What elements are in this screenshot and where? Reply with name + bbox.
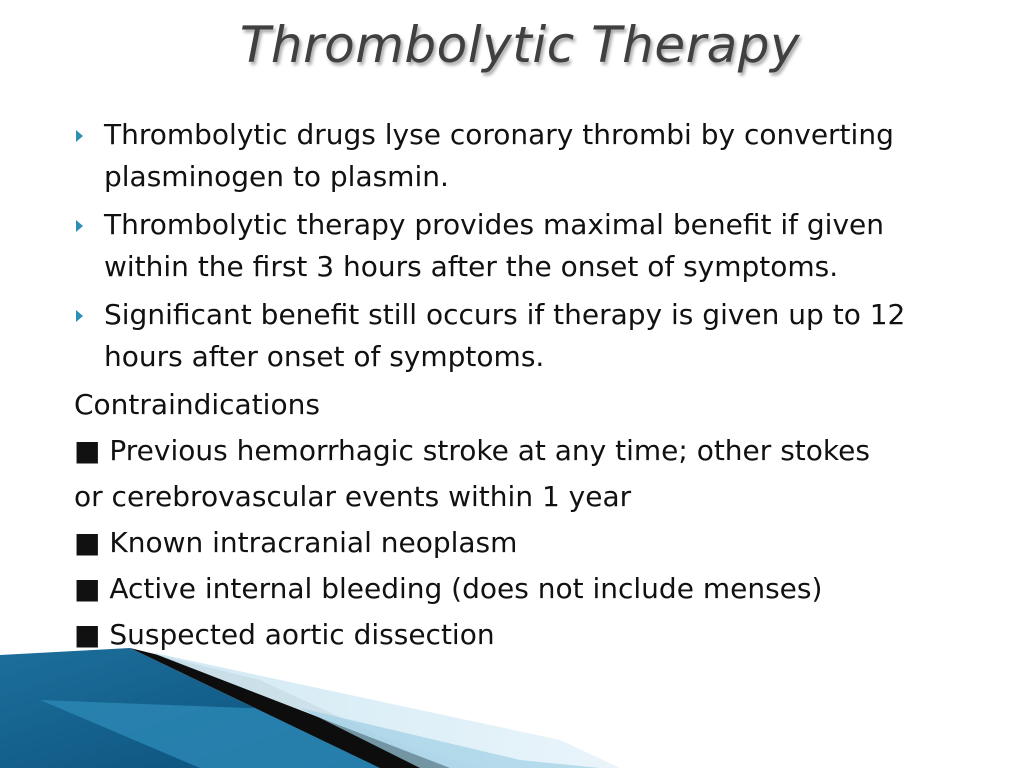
slide-title: Thrombolytic Therapy <box>239 16 801 74</box>
bullet-text: Thrombolytic therapy provides maximal benefit if given within the first 3 hours after the onset of symptoms. <box>104 208 884 283</box>
contraindication-line: ■ Previous hemorrhagic stroke at any time; other stokes <box>74 434 870 467</box>
contraindication-line: ■ Active internal bleeding (does not include menses) <box>74 572 823 605</box>
bullet-item <box>74 204 974 288</box>
contraindication-line: ■ Known intracranial neoplasm <box>74 526 518 559</box>
bullet-item <box>74 294 974 378</box>
contraindication-line: or cerebrovascular events within 1 year <box>74 480 632 513</box>
bullet-item <box>74 114 974 198</box>
bullet-text: Thrombolytic drugs lyse coronary thrombi by converting plasminogen to plasmin. <box>104 118 894 193</box>
bullet-text: Significant benefit still occurs if therapy is given up to 12 hours after onset of symptoms. <box>104 298 906 373</box>
contraindication-line: ■ Suspected aortic dissection <box>74 618 495 651</box>
bullet-arrow-icon <box>76 220 83 232</box>
slide-body <box>74 114 974 660</box>
contraindications-heading: Contraindications <box>74 388 320 421</box>
bullet-arrow-icon <box>76 310 83 322</box>
bullet-arrow-icon <box>76 130 83 142</box>
